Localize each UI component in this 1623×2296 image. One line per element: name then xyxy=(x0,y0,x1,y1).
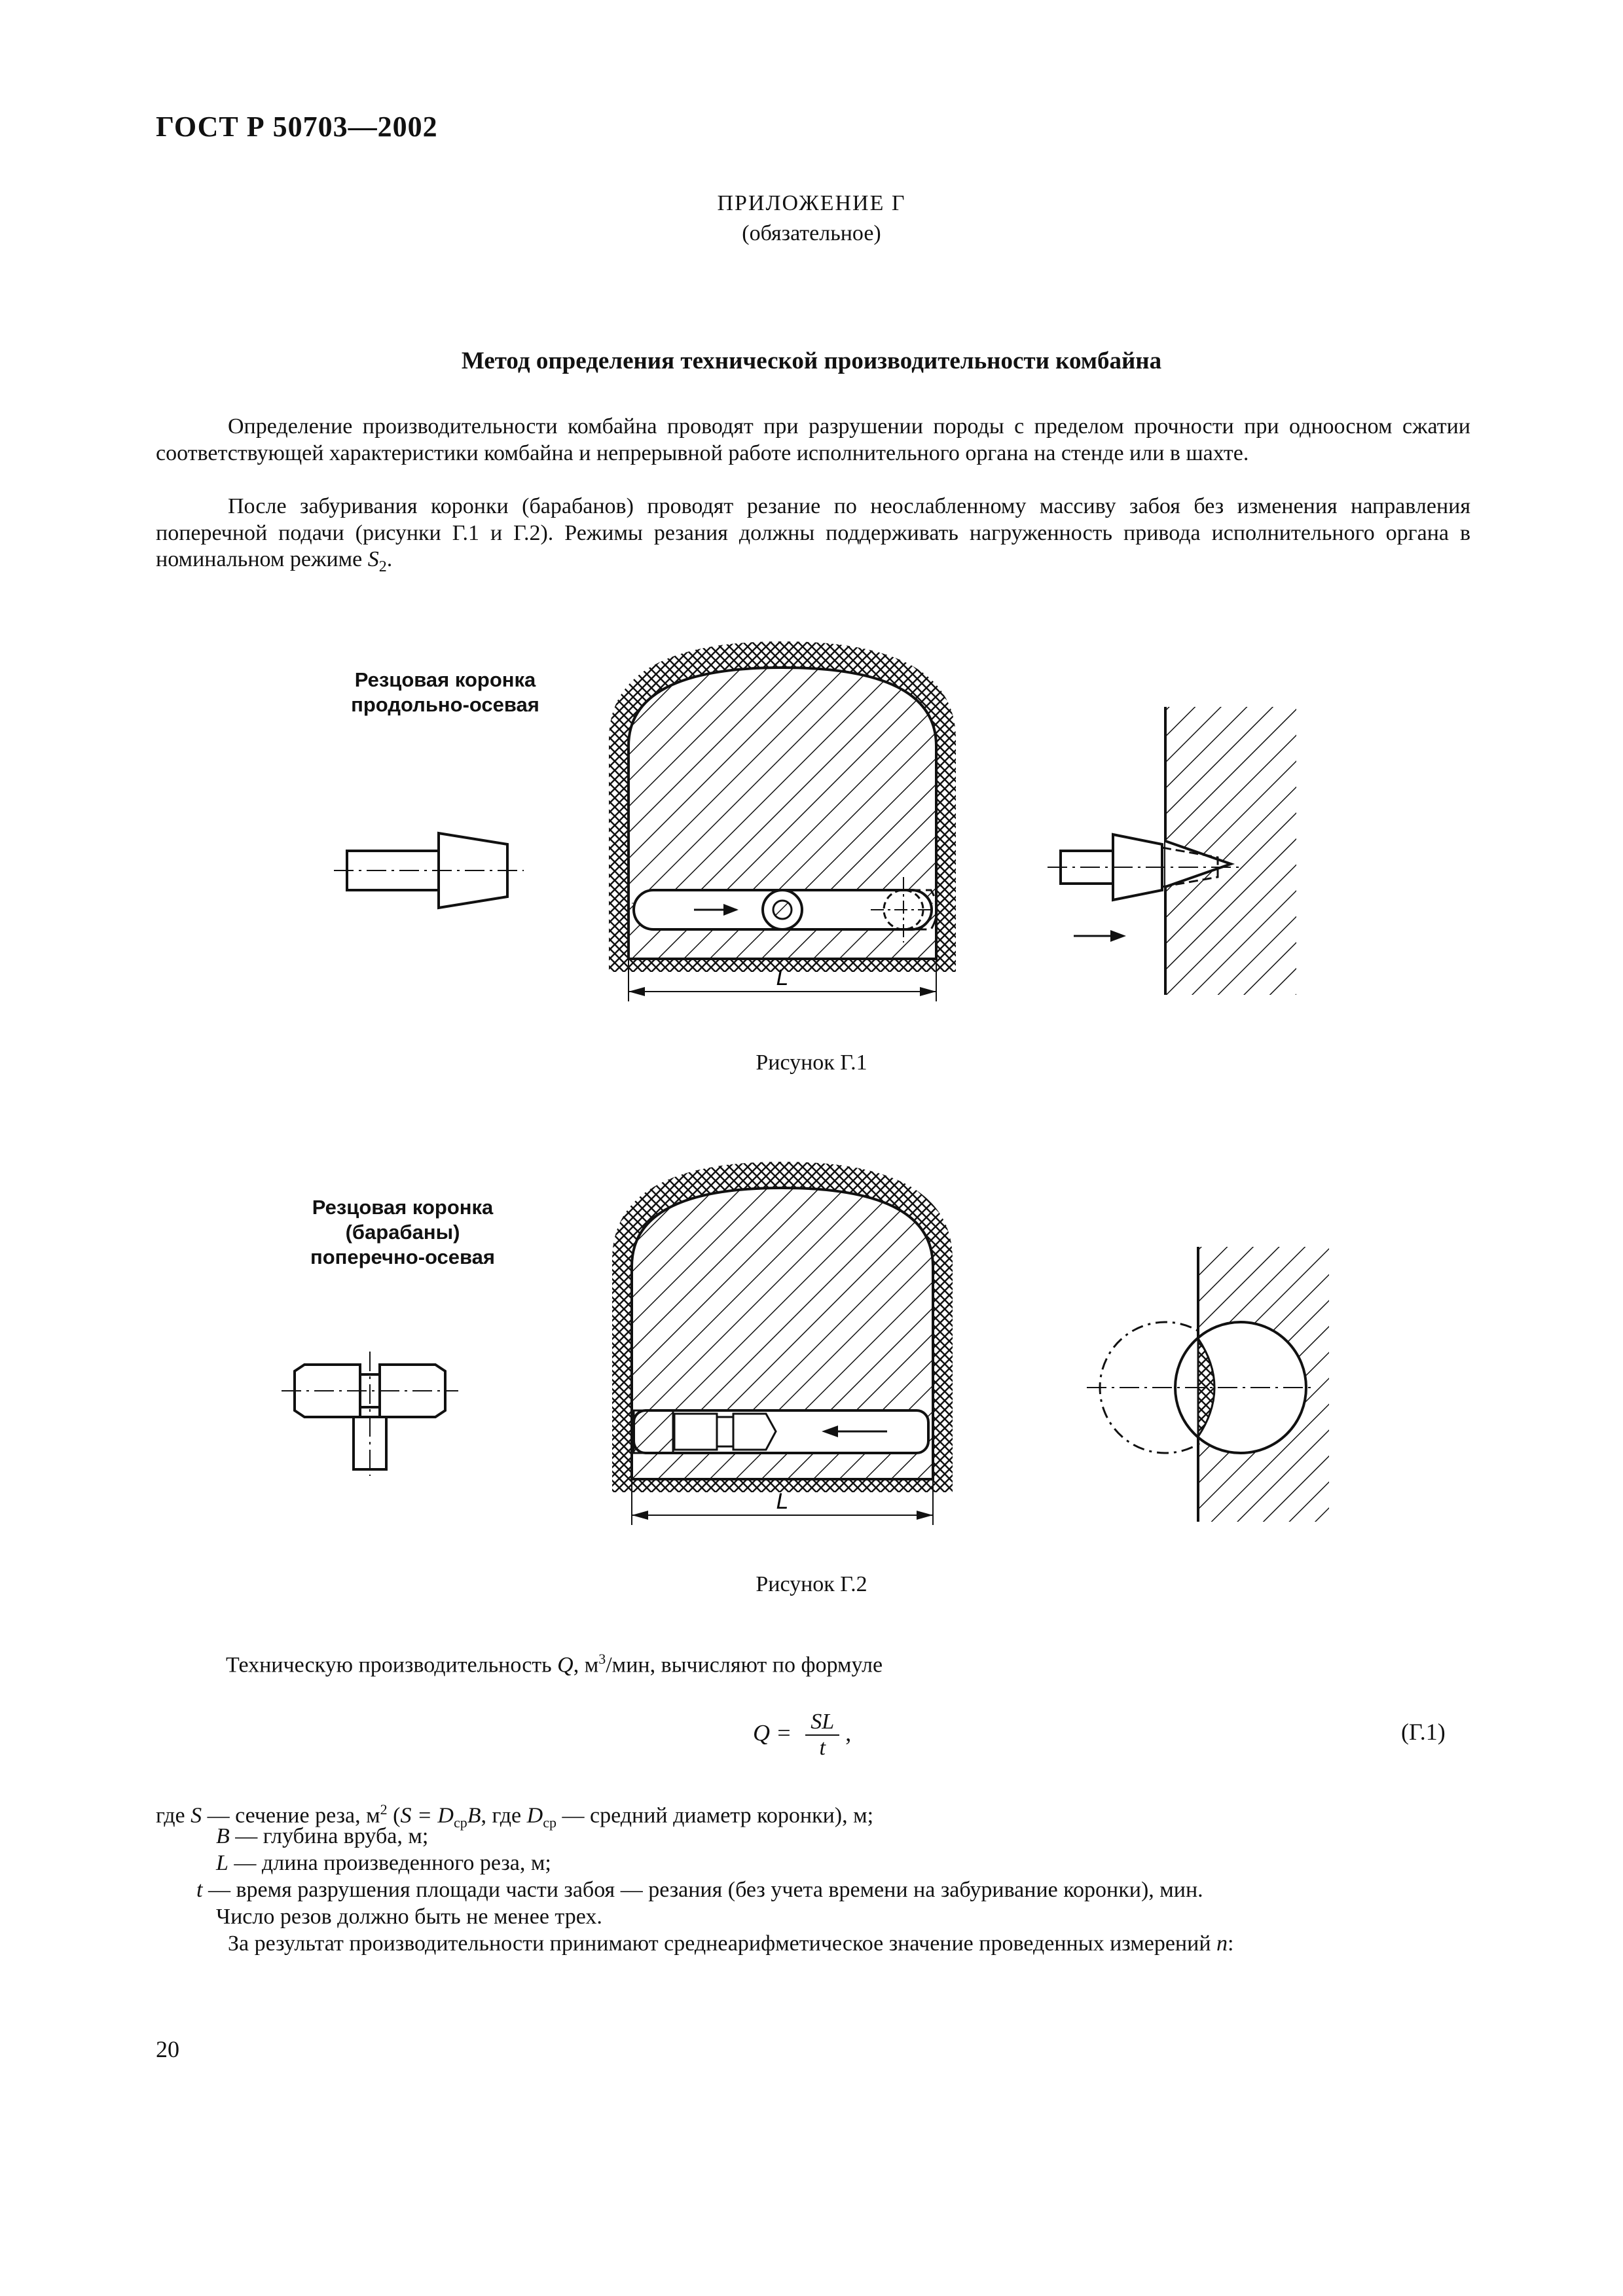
figure1-label-line2: продольно-осевая xyxy=(351,693,539,716)
figure2-face-outline xyxy=(612,1162,953,1492)
def-s-sub1: ср xyxy=(453,1814,467,1831)
figure1-face-outline xyxy=(609,641,956,972)
section-title: Метод определения технической производительности комбайна xyxy=(461,348,1162,374)
formula xyxy=(753,1710,851,1761)
def-t-text: — время разрушения площади части забоя — резания (без учета времени на забуривание коронки), мин. xyxy=(202,1878,1203,1902)
figure1-cutter-in-wall xyxy=(1048,707,1296,995)
figure2-dim-label: L xyxy=(776,1489,789,1514)
paragraph-1: Определение производительности комбайна проводят при разрушении породы с пределом прочности при одноосном сжатии соответствующей характеристики комбайна и непрерывной работе исполнительного органа на стенде или в шахте. xyxy=(156,414,1470,465)
formula-intro xyxy=(226,1651,883,1677)
figure1-label-line1: Резцовая коронка xyxy=(354,668,536,691)
paragraph-2 xyxy=(156,493,1470,580)
figure2-drum-in-wall xyxy=(1087,1247,1329,1522)
figure2-label-line1: Резцовая коронка xyxy=(312,1196,494,1219)
appendix-note: (обязательное) xyxy=(742,221,881,245)
definition-t xyxy=(196,1877,1203,1903)
formula-intro-c: /мин, вычисляют по формуле xyxy=(606,1653,883,1677)
figure2-label-line2: (барабаны) xyxy=(345,1221,460,1244)
figure1-dim-label: L xyxy=(776,965,789,990)
figure2-caption: Рисунок Г.2 xyxy=(756,1572,867,1596)
formula-intro-sup: 3 xyxy=(598,1651,606,1667)
definition-b xyxy=(216,1823,428,1850)
formula-intro-a: Техническую производительность xyxy=(226,1653,558,1677)
def-s-prefix: где xyxy=(156,1803,191,1828)
page-number: 20 xyxy=(156,2036,179,2062)
def-s-text: — сечение реза, м xyxy=(202,1803,380,1828)
symbol-s: S xyxy=(367,547,379,571)
figure1-caption: Рисунок Г.1 xyxy=(756,1050,867,1075)
formula-intro-b: , м xyxy=(573,1653,599,1677)
formula-comma: , xyxy=(845,1719,852,1746)
definition-l xyxy=(216,1850,551,1876)
def-s-eq: S = D xyxy=(400,1803,454,1828)
paragraph-3 xyxy=(156,1931,1470,1958)
figure1-cutter-side-view xyxy=(334,833,524,908)
formula-denominator: t xyxy=(819,1736,826,1760)
def-s-d: D xyxy=(526,1803,543,1828)
formula-intro-q: Q xyxy=(557,1653,574,1677)
document-id: ГОСТ Р 50703—2002 xyxy=(156,111,438,143)
paragraph-2-end: . xyxy=(386,547,393,571)
formula-numerator: SL xyxy=(805,1710,839,1736)
paragraph-2-text: После забуривания коронки (барабанов) проводят резание по неослабленному массиву забоя без изменения направления поперечной подачи (рисунки Г.1 и Г.2). Режимы резания должны поддерживать нагруженность привода исполнительного органа в номинальном режиме xyxy=(156,494,1470,571)
formula-fraction xyxy=(805,1710,839,1761)
def-s-paren: ( xyxy=(387,1803,401,1828)
figure1-drawing xyxy=(262,628,1342,1028)
def-s-sup: 2 xyxy=(380,1801,388,1818)
def-s-sub2: ср xyxy=(543,1814,556,1831)
def-s-b: B xyxy=(467,1803,481,1828)
def-t-symbol: t xyxy=(196,1878,203,1902)
figure2-cutter-side-view xyxy=(282,1352,458,1476)
figure2-drawing xyxy=(262,1149,1342,1548)
symbol-s-subscript: 2 xyxy=(378,558,387,575)
def-b-symbol: B xyxy=(216,1824,230,1848)
paragraph-3-end: : xyxy=(1228,1931,1234,1956)
def-l-symbol: L xyxy=(216,1851,228,1875)
def-l-text: — длина произведенного реза, м; xyxy=(228,1851,551,1875)
paragraph-3-text: За результат производительности принимают среднеарифметическое значение проведенных измерений xyxy=(228,1931,1217,1956)
def-s-symbol: S xyxy=(191,1803,202,1828)
def-b-text: — глубина вруба, м; xyxy=(229,1824,429,1848)
cuts-note: Число резов должно быть не менее трех. xyxy=(216,1905,602,1929)
appendix-title: ПРИЛОЖЕНИЕ Г xyxy=(717,191,906,215)
def-s-end: — средний диаметр коронки), м; xyxy=(556,1803,874,1828)
formula-lhs: Q = xyxy=(753,1719,792,1746)
figure2-label-line3: поперечно-осевая xyxy=(310,1246,495,1268)
formula-number: (Г.1) xyxy=(1401,1719,1446,1745)
def-s-where: , где xyxy=(481,1803,527,1828)
paragraph-3-symbol: n xyxy=(1216,1931,1228,1956)
